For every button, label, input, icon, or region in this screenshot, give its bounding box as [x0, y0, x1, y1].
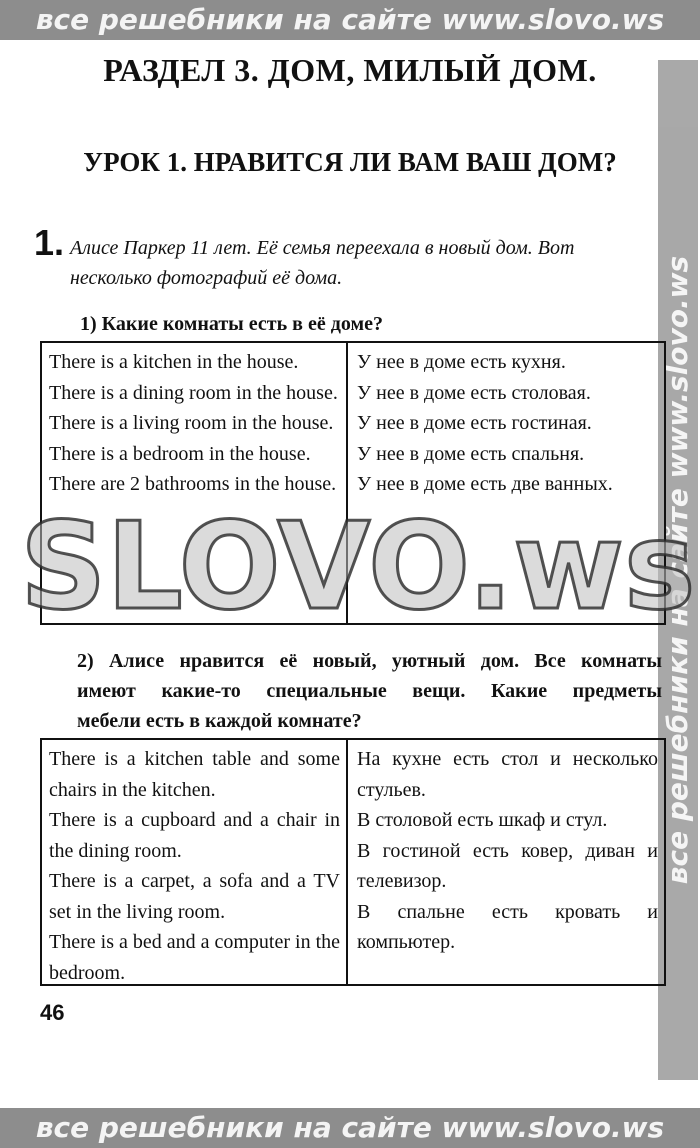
watermark-banner-side: все решебники на сайте www.slovo.ws — [658, 60, 698, 1080]
rooms-english-sentence: There is a dining room in the house. — [49, 381, 338, 404]
exercise-intro-line: Алисе Паркер 11 лет. Её семья переехала в новый дом. Вот — [70, 237, 575, 259]
rooms-russian-sentence: У нее в доме есть гостиная. — [357, 412, 592, 434]
rooms-table-russian-column — [348, 343, 664, 623]
furniture-russian-sentence: В спальне есть кровать и компьютер. — [357, 900, 658, 953]
exercise-intro-line: несколько фотографий её дома. — [70, 267, 343, 289]
furniture-russian-sentence: В столовой есть шкаф и стул. — [357, 809, 608, 831]
question-2 — [77, 646, 662, 736]
rooms-english-sentence: There are 2 bathrooms in the house. — [49, 473, 337, 495]
section-title: РАЗДЕЛ 3. ДОМ, МИЛЫЙ ДОМ. — [103, 52, 597, 88]
rooms-russian-sentence: У нее в доме есть две ванных. — [357, 473, 613, 495]
rooms-russian-sentence: У нее в доме есть столовая. — [357, 381, 591, 404]
rooms-russian-sentence: У нее в доме есть спальня. — [357, 442, 585, 465]
furniture-english-sentence: There is a kitchen table and some chairs in the kitchen. — [49, 748, 340, 801]
furniture-table-russian-column — [348, 740, 664, 984]
rooms-english-sentence: There is a bedroom in the house. — [49, 442, 311, 465]
furniture-table — [40, 738, 666, 986]
question-1: 1) Какие комнаты есть в её доме? — [80, 313, 383, 335]
furniture-english-sentence: There is a bed and a computer in the bedroom. — [49, 931, 340, 984]
furniture-russian-sentence: В гостиной есть ковер, диван и телевизор. — [357, 839, 658, 892]
exercise-number: 1. — [34, 222, 65, 263]
furniture-russian-sentence: На кухне есть стол и несколько стульев. — [357, 748, 658, 801]
watermark-banner-top: все решебники на сайте www.slovo.ws — [0, 0, 700, 40]
rooms-table-english-column — [42, 343, 348, 623]
furniture-english-sentence: There is a cupboard and a chair in the dining room. — [49, 809, 340, 862]
furniture-english-sentence: There is a carpet, a sofa and a TV set in the living room. — [49, 870, 340, 923]
exercise-intro — [70, 233, 670, 293]
question-2-line: имеют какие-то специальные вещи. Какие предметы — [77, 680, 662, 702]
furniture-table-english-column — [42, 740, 348, 984]
question-2-line: 2) Алисе нравится её новый, уютный дом. Все комнаты — [77, 650, 662, 672]
lesson-title: УРОК 1. НРАВИТСЯ ЛИ ВАМ ВАШ ДОМ? — [83, 147, 617, 177]
watermark-center: SLOVO.ws — [20, 498, 696, 637]
rooms-russian-sentence: У нее в доме есть кухня. — [357, 351, 566, 373]
rooms-english-sentence: There is a living room in the house. — [49, 412, 334, 434]
watermark-banner-bottom: все решебники на сайте www.slovo.ws — [0, 1108, 700, 1148]
rooms-table — [40, 341, 666, 625]
question-2-line: мебели есть в каждой комнате? — [77, 710, 362, 732]
rooms-english-sentence: There is a kitchen in the house. — [49, 351, 299, 373]
page-number: 46 — [40, 1000, 65, 1025]
